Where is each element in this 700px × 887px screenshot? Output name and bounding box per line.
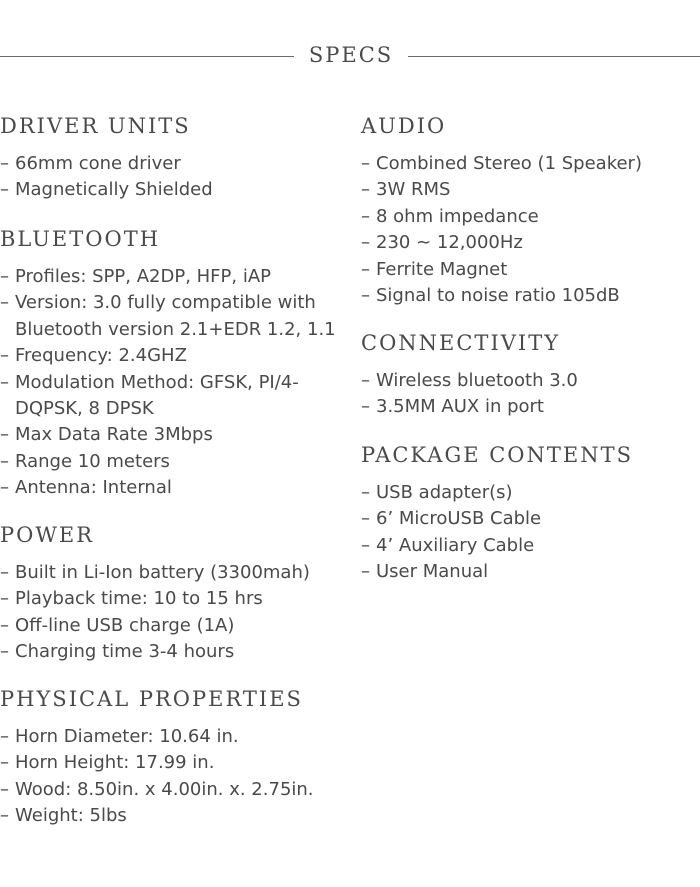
- spec-item: – Version: 3.0 fully compatible with Bluetooth version 2.1+EDR 1.2, 1.1: [0, 290, 345, 343]
- spec-list: [361, 151, 700, 309]
- section-heading: POWER: [0, 523, 95, 547]
- section-power: [0, 521, 345, 685]
- specs-title: SPECS: [308, 43, 394, 67]
- spec-item: – Wireless bluetooth 3.0: [361, 368, 700, 394]
- section-package-contents: [361, 441, 700, 586]
- spec-item: – User Manual: [361, 559, 700, 585]
- section-connectivity: [361, 329, 700, 441]
- spec-item: – 3W RMS: [361, 177, 700, 203]
- spec-item: – Horn Diameter: 10.64 in.: [0, 724, 345, 750]
- spec-item: – Combined Stereo (1 Speaker): [361, 151, 700, 177]
- section-heading: CONNECTIVITY: [361, 331, 561, 355]
- section-driver-units: [0, 112, 345, 225]
- spec-list: [0, 724, 345, 830]
- spec-item: – USB adapter(s): [361, 480, 700, 506]
- spec-item: – Wood: 8.50in. x 4.00in. x. 2.75in.: [0, 777, 345, 803]
- spec-item: – 230 ~ 12,000Hz: [361, 230, 700, 256]
- specs-header: [0, 40, 700, 74]
- spec-item: – 8 ohm impedance: [361, 204, 700, 230]
- section-bluetooth: [0, 225, 345, 521]
- section-audio: [361, 112, 700, 329]
- spec-list: [361, 480, 700, 586]
- spec-item: – Modulation Method: GFSK, PI/4-DQPSK, 8 DPSK: [0, 370, 345, 423]
- header-rule-right: [408, 56, 700, 57]
- spec-item: – Ferrite Magnet: [361, 257, 700, 283]
- spec-item: – Max Data Rate 3Mbps: [0, 422, 345, 448]
- spec-item: – 6’ MicroUSB Cable: [361, 506, 700, 532]
- spec-item: – Horn Height: 17.99 in.: [0, 750, 345, 776]
- spec-item: – Profiles: SPP, A2DP, HFP, iAP: [0, 264, 345, 290]
- spec-item: – Playback time: 10 to 15 hrs: [0, 586, 345, 612]
- right-column: [361, 112, 700, 586]
- left-column: [0, 112, 345, 830]
- section-heading: DRIVER UNITS: [0, 114, 191, 138]
- spec-list: [361, 368, 700, 421]
- spec-item: – 66mm cone driver: [0, 151, 345, 177]
- spec-item: – 4’ Auxiliary Cable: [361, 533, 700, 559]
- spec-item: – Weight: 5lbs: [0, 803, 345, 829]
- section-heading: AUDIO: [361, 114, 447, 138]
- spec-list: [0, 560, 345, 666]
- section-heading: BLUETOOTH: [0, 227, 161, 251]
- spec-item: – Signal to noise ratio 105dB: [361, 283, 700, 309]
- spec-item: – Frequency: 2.4GHZ: [0, 343, 345, 369]
- section-physical-properties: [0, 685, 345, 830]
- spec-item: – Antenna: Internal: [0, 475, 345, 501]
- section-heading: PHYSICAL PROPERTIES: [0, 687, 303, 711]
- spec-list: [0, 264, 345, 502]
- spec-item: – Off-line USB charge (1A): [0, 613, 345, 639]
- spec-item: – Built in Li-Ion battery (3300mah): [0, 560, 345, 586]
- spec-item: – 3.5MM AUX in port: [361, 394, 700, 420]
- spec-item: – Magnetically Shielded: [0, 177, 345, 203]
- spec-list: [0, 151, 345, 204]
- section-heading: PACKAGE CONTENTS: [361, 443, 633, 467]
- spec-item: – Charging time 3-4 hours: [0, 639, 345, 665]
- header-rule-left: [0, 56, 294, 57]
- spec-item: – Range 10 meters: [0, 449, 345, 475]
